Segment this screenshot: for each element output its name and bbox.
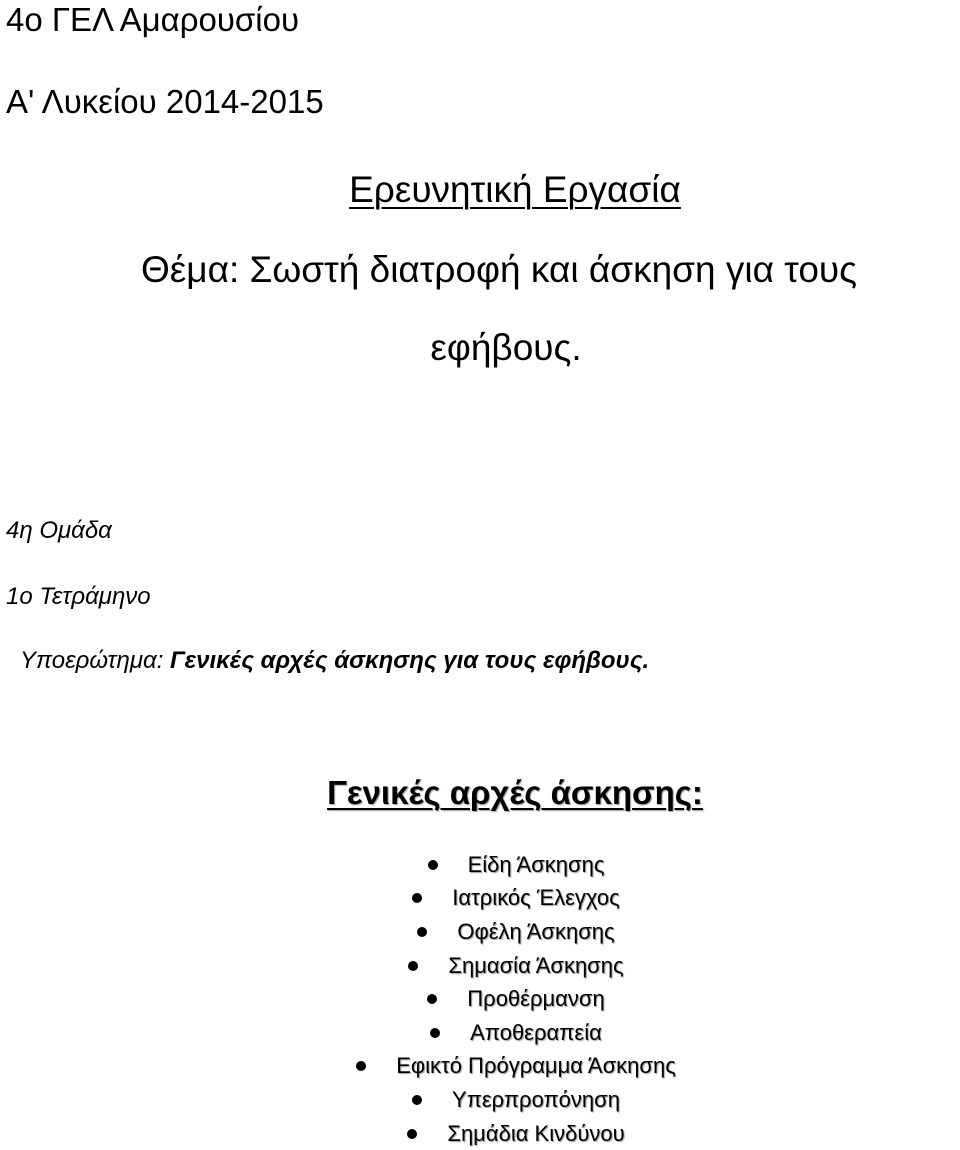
class-year: Α' Λυκείου 2014-2015 (6, 83, 324, 120)
list-item (0, 949, 960, 983)
section-heading: Γενικές αρχές άσκησης: (327, 774, 703, 811)
bullet-icon (356, 1061, 366, 1071)
list-item (0, 1117, 960, 1150)
subject-line-1: Θέμα: Σωστή διατροφή και άσκηση για τους (141, 249, 857, 290)
list-item (0, 1016, 960, 1050)
list-item-text: Είδη Άσκησης (467, 851, 605, 877)
school-name: 4ο ΓΕΛ Αμαρουσίου (6, 1, 300, 38)
list-item (0, 848, 960, 882)
list-item-text: Ιατρικός Έλεγχος (452, 885, 620, 911)
list-item (0, 982, 960, 1016)
bullet-icon (430, 1028, 440, 1038)
document-title: Ερευνητική Εργασία (349, 169, 681, 210)
list-item-text: Υπερπροπόνηση (452, 1086, 620, 1112)
list-item (0, 1083, 960, 1117)
list-item-text: Προθέρμανση (467, 986, 605, 1012)
subquestion-label: Υποερώτημα: (20, 647, 171, 674)
subquestion (20, 646, 649, 676)
list-item (0, 915, 960, 949)
bullet-icon (428, 860, 438, 870)
bullet-icon (412, 893, 422, 903)
list-item-text: Αποθεραπεία (470, 1019, 602, 1045)
principles-list (0, 848, 960, 1150)
list-item-text: Σημάδια Κινδύνου (447, 1120, 625, 1146)
subject-line-2: εφήβους. (430, 327, 582, 368)
list-item (0, 882, 960, 916)
semester-label: 1ο Τετράμηνο (6, 583, 151, 610)
bullet-icon (412, 1095, 422, 1105)
bullet-icon (407, 1129, 417, 1139)
bullet-icon (427, 994, 437, 1004)
list-item-text: Οφέλη Άσκησης (457, 918, 615, 944)
team-label: 4η Ομάδα (6, 517, 112, 544)
bullet-icon (417, 927, 427, 937)
bullet-icon (408, 961, 418, 971)
subquestion-value: Γενικές αρχές άσκησης για τους εφήβους. (170, 647, 650, 674)
list-item-text: Σημασία Άσκησης (448, 952, 624, 978)
list-item (0, 1050, 960, 1084)
list-item-text: Εφικτό Πρόγραμμα Άσκησης (396, 1053, 676, 1079)
